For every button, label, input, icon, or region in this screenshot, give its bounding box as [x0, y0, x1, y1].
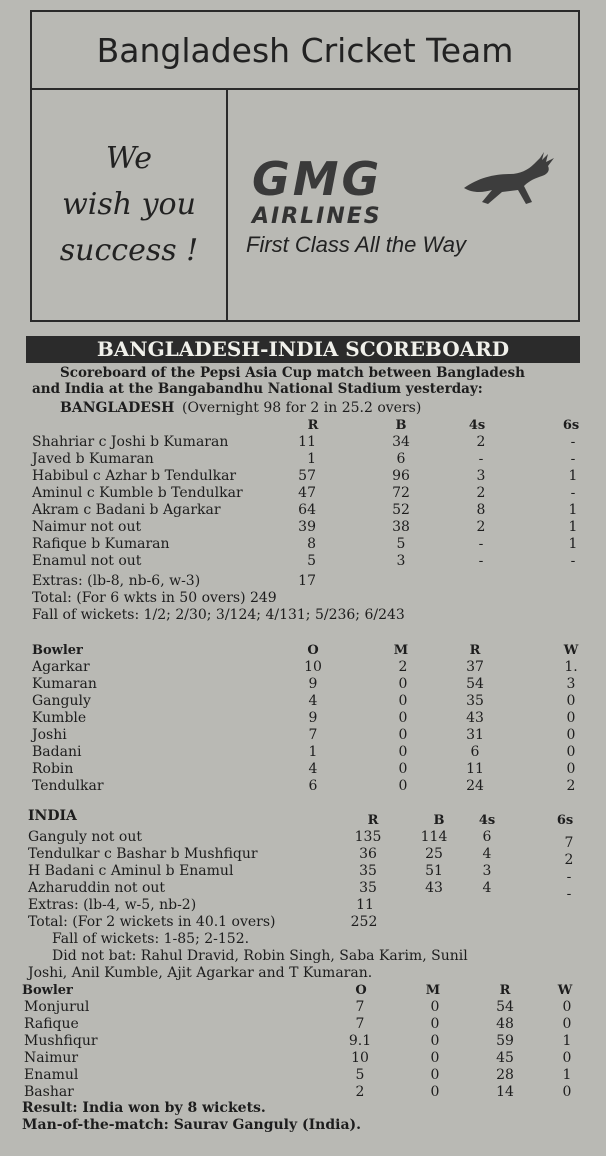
runs-cell: 11 — [466, 761, 484, 777]
bangladesh-innings-note: (Overnight 98 for 2 in 25.2 overs) — [182, 400, 422, 416]
fours-cell: 2 — [476, 519, 486, 535]
overs-cell: 7 — [355, 1016, 365, 1032]
balls-cell: 72 — [392, 485, 410, 501]
runs-cell: 14 — [496, 1084, 514, 1100]
runs-cell: 37 — [466, 659, 484, 675]
batsman-name: Naimur not out — [32, 519, 142, 535]
column-header: R — [499, 983, 511, 998]
fours-cell: 3 — [476, 468, 486, 484]
fours-cell: 6 — [482, 829, 492, 845]
fours-cell: 3 — [482, 863, 492, 879]
maidens-cell: 0 — [430, 1016, 440, 1032]
runs-cell: 135 — [354, 829, 382, 845]
maidens-cell: 2 — [398, 659, 408, 675]
column-header: 4s — [478, 813, 496, 828]
maidens-cell: 0 — [430, 1067, 440, 1083]
column-header: B — [433, 813, 445, 828]
overs-cell: 10 — [304, 659, 322, 675]
runs-cell: 24 — [466, 778, 484, 794]
caption-line: Scoreboard of the Pepsi Asia Cup match between Bangladesh — [60, 365, 525, 381]
bowler-name: Badani — [32, 744, 82, 760]
bangladesh-extras-label: Extras: (lb-8, nb-6, w-3) — [32, 573, 201, 589]
sixes-cell: - — [570, 553, 576, 569]
fours-cell: - — [478, 553, 484, 569]
bangladesh-team-label: BANGLADESH — [60, 400, 175, 416]
runs-cell: 59 — [496, 1033, 514, 1049]
india-total-label: Total: (For 2 wickets in 40.1 overs) — [28, 914, 276, 930]
india-team-label: INDIA — [28, 808, 77, 824]
balls-cell: 43 — [425, 880, 443, 896]
maidens-cell: 0 — [398, 761, 408, 777]
did-not-bat-line: Joshi, Anil Kumble, Ajit Agarkar and T Kumaran. — [28, 965, 373, 981]
batsman-name: Shahriar c Joshi b Kumaran — [32, 434, 229, 450]
runs-cell: 47 — [298, 485, 316, 501]
balls-cell: 96 — [392, 468, 410, 484]
column-header: 6s — [562, 418, 580, 433]
bowler-name: Monjurul — [24, 999, 90, 1015]
overs-cell: 4 — [308, 761, 318, 777]
wickets-cell: 0 — [562, 1084, 572, 1100]
bowler-name: Agarkar — [32, 659, 90, 675]
balls-cell: 38 — [392, 519, 410, 535]
fours-cell: - — [478, 536, 484, 552]
sixes-cell: 1 — [568, 468, 578, 484]
wickets-cell: 3 — [566, 676, 576, 692]
runs-cell: 45 — [496, 1050, 514, 1066]
maidens-cell: 0 — [398, 693, 408, 709]
balls-cell: 6 — [396, 451, 406, 467]
wish-line: We — [105, 141, 153, 176]
runs-cell: 43 — [466, 710, 484, 726]
brand-subtitle: AIRLINES — [252, 204, 382, 229]
column-header: M — [425, 983, 441, 998]
bangladesh-fall-of-wickets: Fall of wickets: 1/2; 2/30; 3/124; 4/131; 5/236; 6/243 — [32, 607, 405, 623]
sixes-cell: - — [566, 886, 572, 902]
maidens-cell: 0 — [398, 778, 408, 794]
maidens-cell: 0 — [398, 676, 408, 692]
bowler-name: Ganguly — [32, 693, 91, 709]
batsman-name: Habibul c Azhar b Tendulkar — [32, 468, 237, 484]
fours-cell: 2 — [476, 434, 486, 450]
bangladesh-total: Total: (For 6 wkts in 50 overs) 249 — [32, 590, 277, 606]
column-header: M — [393, 643, 409, 658]
bowler-name: Enamul — [24, 1067, 79, 1083]
bowler-name: Tendulkar — [32, 778, 104, 794]
overs-cell: 2 — [355, 1084, 365, 1100]
india-fall-of-wickets: Fall of wickets: 1-85; 2-152. — [52, 931, 250, 947]
sixes-cell: 1 — [568, 536, 578, 552]
column-header: 6s — [556, 813, 574, 828]
sixes-cell: 1 — [568, 519, 578, 535]
wickets-cell: 0 — [566, 761, 576, 777]
sixes-cell: 2 — [564, 852, 574, 868]
ad-body — [32, 90, 578, 320]
sixes-cell: 7 — [564, 835, 574, 851]
runs-cell: 48 — [496, 1016, 514, 1032]
wickets-cell: 0 — [566, 710, 576, 726]
ad-title: Bangladesh Cricket Team — [32, 12, 578, 90]
airline-logo-block — [228, 90, 578, 320]
maidens-cell: 0 — [430, 1050, 440, 1066]
overs-cell: 5 — [355, 1067, 365, 1083]
runs-cell: 54 — [466, 676, 484, 692]
caption-line: and India at the Bangabandhu National Stadium yesterday: — [32, 381, 483, 397]
batsman-name: H Badani c Aminul b Enamul — [28, 863, 234, 879]
runs-cell: 39 — [298, 519, 316, 535]
fours-cell: - — [478, 451, 484, 467]
sixes-cell: - — [570, 485, 576, 501]
batsman-name: Rafique b Kumaran — [32, 536, 170, 552]
wickets-cell: 0 — [562, 1016, 572, 1032]
runs-cell: 8 — [307, 536, 316, 552]
column-header: 4s — [468, 418, 486, 433]
bowler-name: Kumble — [32, 710, 87, 726]
scoreboard-heading: BANGLADESH-INDIA SCOREBOARD — [26, 336, 580, 363]
balls-cell: 34 — [392, 434, 410, 450]
match-result: Result: India won by 8 wickets. — [22, 1100, 266, 1116]
wickets-cell: 0 — [566, 693, 576, 709]
wickets-cell: 2 — [566, 778, 576, 794]
maidens-cell: 0 — [430, 1033, 440, 1049]
india-total-value: 252 — [350, 914, 378, 930]
wickets-cell: 1. — [564, 659, 578, 675]
wickets-cell: 0 — [562, 1050, 572, 1066]
column-header: R — [469, 643, 481, 658]
balls-cell: 25 — [425, 846, 443, 862]
batsman-name: Javed b Kumaran — [32, 451, 154, 467]
runs-cell: 64 — [298, 502, 316, 518]
fours-cell: 2 — [476, 485, 486, 501]
wickets-cell: 0 — [562, 999, 572, 1015]
man-of-the-match: Man-of-the-match: Saurav Ganguly (India). — [22, 1117, 362, 1133]
wish-line: success ! — [59, 233, 199, 268]
balls-cell: 3 — [396, 553, 406, 569]
runs-cell: 36 — [359, 846, 377, 862]
overs-cell: 7 — [355, 999, 365, 1015]
runs-cell: 5 — [307, 553, 316, 569]
sixes-cell: - — [570, 451, 576, 467]
runs-cell: 35 — [359, 863, 377, 879]
balls-cell: 114 — [420, 829, 448, 845]
bowler-name: Bashar — [24, 1084, 74, 1100]
column-header: R — [307, 418, 319, 433]
column-header: O — [307, 643, 319, 658]
runs-cell: 11 — [298, 434, 316, 450]
overs-cell: 9.1 — [348, 1033, 372, 1049]
brand-tagline: First Class All the Way — [246, 232, 467, 257]
runs-cell: 35 — [359, 880, 377, 896]
overs-cell: 10 — [351, 1050, 369, 1066]
bowler-name: Kumaran — [32, 676, 97, 692]
fours-cell: 4 — [482, 880, 492, 896]
bowler-name: Robin — [32, 761, 74, 777]
batsman-name: Tendulkar c Bashar b Mushfiqur — [28, 846, 258, 862]
deer-icon — [458, 148, 562, 210]
runs-cell: 57 — [298, 468, 316, 484]
wickets-cell: 1 — [562, 1067, 572, 1083]
runs-cell: 28 — [496, 1067, 514, 1083]
fours-cell: 8 — [476, 502, 486, 518]
wickets-cell: 1 — [562, 1033, 572, 1049]
bowler-name: Naimur — [24, 1050, 79, 1066]
fours-cell: 4 — [482, 846, 492, 862]
batsman-name: Enamul not out — [32, 553, 142, 569]
maidens-cell: 0 — [430, 999, 440, 1015]
runs-cell: 6 — [470, 744, 480, 760]
runs-cell: 31 — [466, 727, 484, 743]
overs-cell: 1 — [308, 744, 318, 760]
india-extras-value: 11 — [356, 897, 374, 913]
balls-cell: 5 — [396, 536, 406, 552]
bangladesh-extras-value: 17 — [298, 573, 316, 589]
batsman-name: Ganguly not out — [28, 829, 142, 845]
sponsor-ad — [30, 10, 580, 322]
sixes-cell: 1 — [568, 502, 578, 518]
maidens-cell: 0 — [398, 727, 408, 743]
wish-message — [32, 90, 228, 320]
overs-cell: 4 — [308, 693, 318, 709]
balls-cell: 51 — [425, 863, 443, 879]
did-not-bat-line: Did not bat: Rahul Dravid, Robin Singh, Saba Karim, Sunil — [52, 948, 468, 964]
overs-cell: 7 — [308, 727, 318, 743]
column-header: B — [395, 418, 407, 433]
maidens-cell: 0 — [430, 1084, 440, 1100]
column-header: W — [557, 983, 573, 998]
overs-cell: 6 — [308, 778, 318, 794]
overs-cell: 9 — [308, 676, 318, 692]
runs-cell: 54 — [496, 999, 514, 1015]
overs-cell: 9 — [308, 710, 318, 726]
bowler-name: Rafique — [24, 1016, 79, 1032]
brand-logo-text: GMG — [252, 152, 383, 206]
batsman-name: Aminul c Kumble b Tendulkar — [32, 485, 243, 501]
sixes-cell: - — [566, 869, 572, 885]
maidens-cell: 0 — [398, 744, 408, 760]
runs-cell: 1 — [307, 451, 316, 467]
maidens-cell: 0 — [398, 710, 408, 726]
wickets-cell: 0 — [566, 744, 576, 760]
column-header: R — [367, 813, 379, 828]
bowler-name: Mushfiqur — [24, 1033, 98, 1049]
column-header: O — [355, 983, 367, 998]
column-header: W — [563, 643, 579, 658]
column-header: Bowler — [32, 643, 83, 658]
wish-line: wish you — [62, 187, 196, 222]
bowler-name: Joshi — [32, 727, 67, 743]
runs-cell: 35 — [466, 693, 484, 709]
india-extras-label: Extras: (lb-4, w-5, nb-2) — [28, 897, 197, 913]
sixes-cell: - — [570, 434, 576, 450]
column-header: Bowler — [22, 983, 73, 998]
batsman-name: Akram c Badani b Agarkar — [32, 502, 221, 518]
balls-cell: 52 — [392, 502, 410, 518]
batsman-name: Azharuddin not out — [28, 880, 166, 896]
wickets-cell: 0 — [566, 727, 576, 743]
